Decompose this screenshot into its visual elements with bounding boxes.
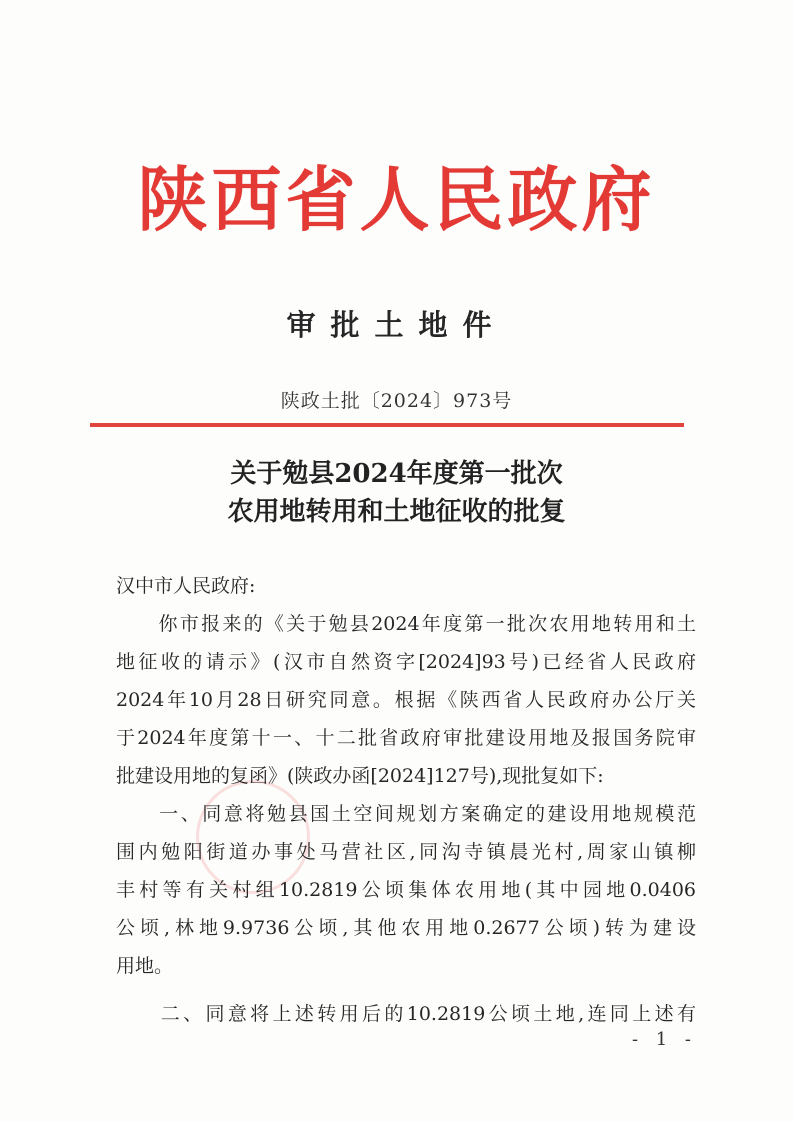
body-line: 公顷,林地9.9736公顷,其他农用地0.2677公顷)转为建设 <box>116 917 696 939</box>
title-line-1: 关于勉县2024年度第一批次 <box>230 459 563 489</box>
body-line: 二、同意将上述转用后的10.2819公顷土地,连同上述有 <box>116 1003 696 1025</box>
salutation: 汉中市人民政府: <box>116 575 256 597</box>
body-line: 丰村等有关村组10.2819公顷集体农用地(其中园地0.0406 <box>116 879 696 901</box>
body-line: 你市报来的《关于勉县2024年度第一批次农用地转用和土 <box>116 613 696 635</box>
issuing-agency-header: 陕西省人民政府 <box>137 158 656 241</box>
body-line: 用地。 <box>116 955 174 977</box>
body-line: 于2024年度第十一、十二批省政府审批建设用地及报国务院审 <box>116 727 696 749</box>
body-line: 批建设用地的复函》(陕政办函[2024]127号),现批复如下: <box>116 765 604 787</box>
body-line: 围内勉阳街道办事处马营社区,同沟寺镇晨光村,周家山镇柳 <box>116 841 696 863</box>
page-number: - 1 - <box>631 1029 697 1050</box>
body-spacer <box>116 985 696 995</box>
body-line: 2024年10月28日研究同意。根据《陕西省人民政府办公厅关 <box>116 689 696 711</box>
document-number: 陕政土批〔2024〕973号 <box>280 390 513 412</box>
red-separator-line <box>90 423 684 427</box>
body-line: 一、同意将勉县国土空间规划方案确定的建设用地规模范 <box>116 803 696 825</box>
document-title <box>0 455 793 531</box>
title-line-2: 农用地转用和土地征收的批复 <box>227 497 566 527</box>
document-type: 审批土地件 <box>286 308 507 342</box>
body-line: 地征收的请示》(汉市自然资字[2024]93号)已经省人民政府 <box>116 651 696 673</box>
document-body <box>116 567 696 1033</box>
